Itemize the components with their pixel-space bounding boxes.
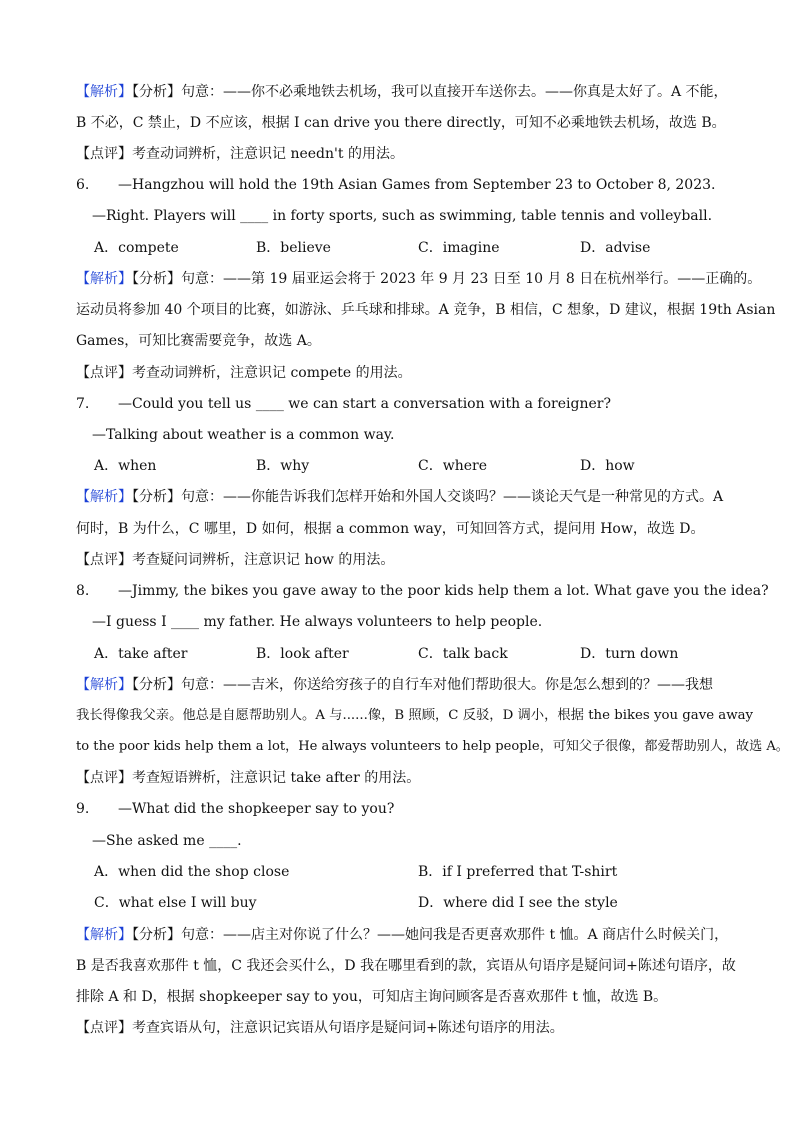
option-d: D．advise <box>580 240 651 256</box>
analysis-line: Games，可知比赛需要竞争，故选 A。 <box>76 333 321 349</box>
question-7-line: 7. —Could you tell us ____ we can start a conversation with a foreigner? <box>76 396 611 412</box>
option-a: A．take after <box>94 646 188 662</box>
option-a: A．compete <box>94 240 179 256</box>
option-a: A．when <box>94 458 157 474</box>
analysis-line: 【解析】【分析】句意：——你不必乘地铁去机场，我可以直接开车送你去。——你真是太好了。A 不能， <box>76 84 728 100</box>
option-c: C．where <box>418 458 487 474</box>
analysis-line: 【解析】【分析】句意：——吉米，你送给穷孩子的自行车对他们帮助很大。你是怎么想到的？——我想 <box>76 677 713 693</box>
analysis-line: 【解析】【分析】句意：——店主对你说了什么？——她问我是否更喜欢那件 t 恤。A 商店什么时候关门， <box>76 927 729 943</box>
dianping-tag: 【点评】 <box>76 365 132 381</box>
option-c: C．talk back <box>418 646 508 662</box>
comment-line: 【点评】考查动词辨析，注意识记 needn't 的用法。 <box>76 146 404 162</box>
dianping-tag: 【点评】 <box>76 770 132 786</box>
option-b: B．look after <box>256 646 349 662</box>
jiexi-tag: 【解析】 <box>76 271 132 287</box>
question-6-reply: —Right. Players will ____ in forty sports, such as swimming, table tennis and volleyball. <box>92 208 713 224</box>
fenxi-tag: 【分析】 <box>132 489 181 505</box>
jiexi-tag: 【解析】 <box>76 489 132 505</box>
dianping-tag: 【点评】 <box>76 552 132 568</box>
analysis-line: 运动员将参加 40 个项目的比赛，如游泳、乒乓球和排球。A 竞争，B 相信，C 想象，D 建议，根据 19th Asian <box>76 302 776 318</box>
comment-line: 【点评】考查疑问词辨析，注意识记 how 的用法。 <box>76 552 395 568</box>
question-9-reply: —She asked me ____. <box>92 833 242 849</box>
question-7-reply: —Talking about weather is a common way. <box>92 427 395 443</box>
question-8-reply: —I guess I ____ my father. He always volunteers to help people. <box>92 614 543 630</box>
fenxi-tag: 【分析】 <box>132 677 181 693</box>
analysis-line: 【解析】【分析】句意：——你能告诉我们怎样开始和外国人交谈吗？——谈论天气是一种常见的方式。A <box>76 489 724 505</box>
comment-line: 【点评】考查短语辨析，注意识记 take after 的用法。 <box>76 770 421 786</box>
option-b: B．if I preferred that T-shirt <box>418 864 618 880</box>
analysis-line: 【解析】【分析】句意：——第 19 届亚运会将于 2023 年 9 月 23 日至 10 月 8 日在杭州举行。——正确的。 <box>76 271 762 287</box>
option-d: D．turn down <box>580 646 679 662</box>
dianping-tag: 【点评】 <box>76 1020 132 1036</box>
option-a: A．when did the shop close <box>94 864 290 880</box>
jiexi-tag: 【解析】 <box>76 84 132 100</box>
analysis-line: to the poor kids help them a lot，He always volunteers to help people，可知父子很像，都爱帮助别人，故选 A。 <box>76 739 789 754</box>
option-b: B．believe <box>256 240 331 256</box>
jiexi-tag: 【解析】 <box>76 927 132 943</box>
option-b: B．why <box>256 458 310 474</box>
option-c: C．imagine <box>418 240 500 256</box>
analysis-line: 我长得像我父亲。他总是自愿帮助别人。A 与......像，B 照顾，C 反驳，D 调小，根据 the bikes you gave away <box>76 708 754 723</box>
question-number: 8. <box>76 583 90 599</box>
question-6-line: 6. —Hangzhou will hold the 19th Asian Games from September 23 to October 8, 2023. <box>76 177 716 193</box>
question-9-line: 9. —What did the shopkeeper say to you? <box>76 801 395 817</box>
question-number: 7. <box>76 396 90 412</box>
analysis-line: 何时，B 为什么，C 哪里，D 如何，根据 a common way，可知回答方式，提问用 How，故选 D。 <box>76 521 705 537</box>
analysis-line: B 是否我喜欢那件 t 恤，C 我还会买什么，D 我在哪里看到的款，宾语从句语序是疑问词+陈述句语序，故 <box>76 958 736 974</box>
question-8-line: 8. —Jimmy, the bikes you gave away to the poor kids help them a lot. What gave you the idea? <box>76 583 769 599</box>
dianping-tag: 【点评】 <box>76 146 132 162</box>
analysis-line: B 不必，C 禁止，D 不应该，根据 I can drive you there directly，可知不必乘地铁去机场，故选 B。 <box>76 115 726 131</box>
fenxi-tag: 【分析】 <box>132 84 181 100</box>
analysis-line: 排除 A 和 D，根据 shopkeeper say to you，可知店主询问顾客是否喜欢那件 t 恤，故选 B。 <box>76 989 668 1005</box>
comment-line: 【点评】考查宾语从句，注意识记宾语从句语序是疑问词+陈述句语序的用法。 <box>76 1020 564 1036</box>
fenxi-tag: 【分析】 <box>132 927 181 943</box>
option-c: C．what else I will buy <box>94 895 257 911</box>
option-d: D．how <box>580 458 635 474</box>
question-number: 6. <box>76 177 90 193</box>
comment-line: 【点评】考查动词辨析，注意识记 compete 的用法。 <box>76 365 412 381</box>
fenxi-tag: 【分析】 <box>132 271 181 287</box>
jiexi-tag: 【解析】 <box>76 677 132 693</box>
question-number: 9. <box>76 801 90 817</box>
option-d: D．where did I see the style <box>418 895 618 911</box>
